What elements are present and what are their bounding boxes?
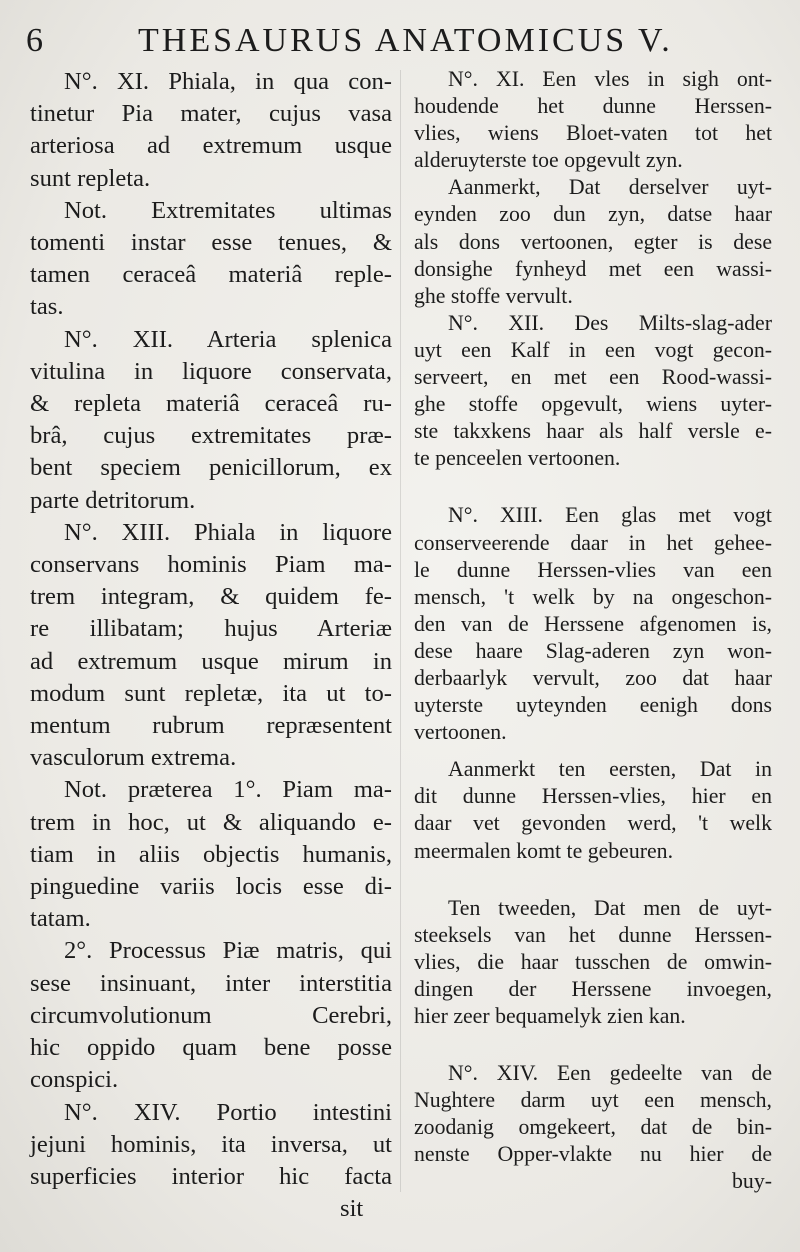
latin-text-line: vasculorum extrema.: [30, 744, 237, 772]
latin-text-line: conspici.: [30, 1066, 119, 1094]
dutch-text-line: buy-: [732, 1169, 772, 1194]
latin-text-line: parte detritorum.: [30, 486, 196, 514]
latin-text-line: tatam.: [30, 905, 91, 933]
dutch-text-line: nenste Opper-vlakte nu hier de: [414, 1142, 772, 1167]
latin-text-line: re illibatam; hujus Arteriæ: [30, 615, 392, 643]
dutch-text-line: N°. XII. Des Milts-slag-ader: [448, 310, 772, 335]
latin-text-line: jejuni hominis, ita inversa, ut: [30, 1130, 392, 1158]
latin-text-line: sit: [340, 1195, 364, 1223]
dutch-text-line: uyt een Kalf in een vogt gecon-: [414, 337, 772, 362]
dutch-text-line: als dons vertoonen, egter is dese: [414, 229, 772, 254]
latin-column: [30, 66, 392, 1242]
latin-text-line: tiam in aliis objectis humanis,: [30, 840, 392, 868]
latin-text-line: N°. XI. Phiala, in qua con-: [64, 68, 392, 95]
latin-text-line: N°. XIV. Portio intestini: [64, 1098, 392, 1126]
dutch-text-line: meermalen komt te gebeuren.: [414, 838, 674, 863]
paragraph-gap: [414, 472, 772, 502]
latin-text-line: bent speciem penicillorum, ex: [30, 454, 392, 482]
latin-text-line: pinguedine variis locis esse di-: [30, 873, 392, 901]
dutch-text-line: zoodanig omgekeert, dat de bin-: [414, 1115, 772, 1140]
dutch-text-line: Aanmerkt ten eersten, Dat in: [448, 757, 772, 782]
latin-text-line: sese insinuant, inter interstitia: [30, 969, 392, 997]
latin-text-line: conservans hominis Piam ma-: [30, 551, 392, 579]
paragraph-gap: [414, 746, 772, 756]
latin-text-line: tomenti instar esse tenues, &: [30, 229, 392, 257]
latin-text-line: Not. Extremitates ultimas: [64, 196, 392, 224]
dutch-text-line: dingen der Herssene invoegen,: [414, 976, 772, 1001]
latin-text-line: vitulina in liquore conservata,: [30, 357, 392, 385]
latin-text-line: brâ, cujus extremitates præ-: [30, 422, 392, 450]
dutch-text-line: N°. XI. Een vles in sigh ont-: [448, 67, 772, 91]
latin-text-line: mentum rubrum repræsentent: [30, 712, 392, 740]
dutch-text-line: vlies, die haar tusschen de omwin-: [414, 949, 772, 974]
dutch-text-line: dese haare Slag-aderen zyn won-: [414, 638, 772, 663]
dutch-text-line: ghe stoffe opgevult, wiens uyter-: [414, 392, 772, 417]
dutch-text-line: den van de Herssene afgenomen is,: [414, 611, 772, 636]
latin-text-line: trem integram, & quidem fe-: [30, 583, 392, 611]
column-divider: [400, 70, 401, 1192]
dutch-text-line: Aanmerkt, Dat derselver uyt-: [448, 175, 772, 200]
latin-text-line: tinetur Pia mater, cujus vasa: [30, 100, 392, 128]
dutch-text-line: daar vet gevonden werd, 't welk: [414, 811, 772, 836]
latin-text-line: N°. XIII. Phiala in liquore: [64, 518, 392, 546]
dutch-text-line: Nughtere darm uyt een mensch,: [414, 1088, 772, 1113]
paragraph-gap: [414, 1030, 772, 1060]
page-number: 6: [26, 22, 45, 59]
dutch-text-line: le dunne Herssen-vlies van een: [414, 557, 772, 582]
dutch-text-line: donsighe fynheyd met een wassi-: [414, 256, 772, 281]
running-title: THESAURUS ANATOMICUS V.: [138, 22, 673, 59]
dutch-text-line: houdende het dunne Herssen-: [414, 94, 772, 119]
latin-text-line: sunt repleta.: [30, 164, 151, 192]
running-header: [26, 22, 760, 66]
dutch-text-line: derbaarlyk vervult, zoo dat haar: [414, 665, 772, 690]
latin-text-line: superficies interior hic facta: [30, 1162, 392, 1190]
latin-text-line: hic oppido quam bene posse: [30, 1034, 392, 1062]
dutch-text-line: serveert, en met een Rood-wassi-: [414, 365, 772, 390]
latin-text-line: arteriosa ad extremum usque: [30, 132, 392, 160]
dutch-text-line: ghe stoffe vervult.: [414, 283, 573, 308]
dutch-text-line: dit dunne Herssen-vlies, hier en: [414, 784, 772, 809]
dutch-text-line: vertoonen.: [414, 720, 507, 745]
dutch-text-line: mensch, 't welk by na ongeschon-: [414, 584, 772, 609]
latin-text-line: ad extremum usque mirum in: [30, 647, 392, 675]
dutch-text-line: ste takxkens haar als half versle e-: [414, 419, 772, 444]
dutch-text-line: uyterste uyteynden eenigh dons: [414, 693, 772, 718]
paragraph-gap: [414, 865, 772, 895]
dutch-text-line: steeksels van het dunne Herssen-: [414, 922, 772, 947]
latin-text-line: tamen ceraceâ materiâ reple-: [30, 261, 392, 289]
dutch-text-line: hier zeer bequamelyk zien kan.: [414, 1004, 686, 1028]
dutch-text-line: eynden zoo dun zyn, datse haar: [414, 202, 772, 227]
latin-text-line: 2°. Processus Piæ matris, qui: [64, 937, 392, 965]
dutch-text-line: alderuyterste toe opgevult zyn.: [414, 148, 683, 173]
dutch-text-line: te penceelen vertoonen.: [414, 446, 621, 471]
latin-text-line: & repleta materiâ ceraceâ ru-: [30, 390, 392, 418]
latin-text-line: modum sunt repletæ, ita ut to-: [30, 679, 392, 707]
dutch-column: [414, 66, 772, 1242]
dutch-text-line: N°. XIV. Een gedeelte van de: [448, 1061, 772, 1086]
latin-text-line: N°. XII. Arteria splenica: [64, 325, 392, 353]
dutch-text-line: conserveerende daar in het gehee-: [414, 530, 772, 555]
dutch-text-line: vlies, wiens Bloet-vaten tot het: [414, 121, 772, 146]
latin-text-line: tas.: [30, 293, 64, 321]
latin-text-line: circumvolutionum Cerebri,: [30, 1001, 392, 1029]
latin-text-line: Not. præterea 1°. Piam ma-: [64, 776, 392, 804]
dutch-text-line: Ten tweeden, Dat men de uyt-: [448, 895, 772, 920]
dutch-text-line: N°. XIII. Een glas met vogt: [448, 503, 772, 528]
latin-text-line: trem in hoc, ut & aliquando e-: [30, 808, 392, 836]
